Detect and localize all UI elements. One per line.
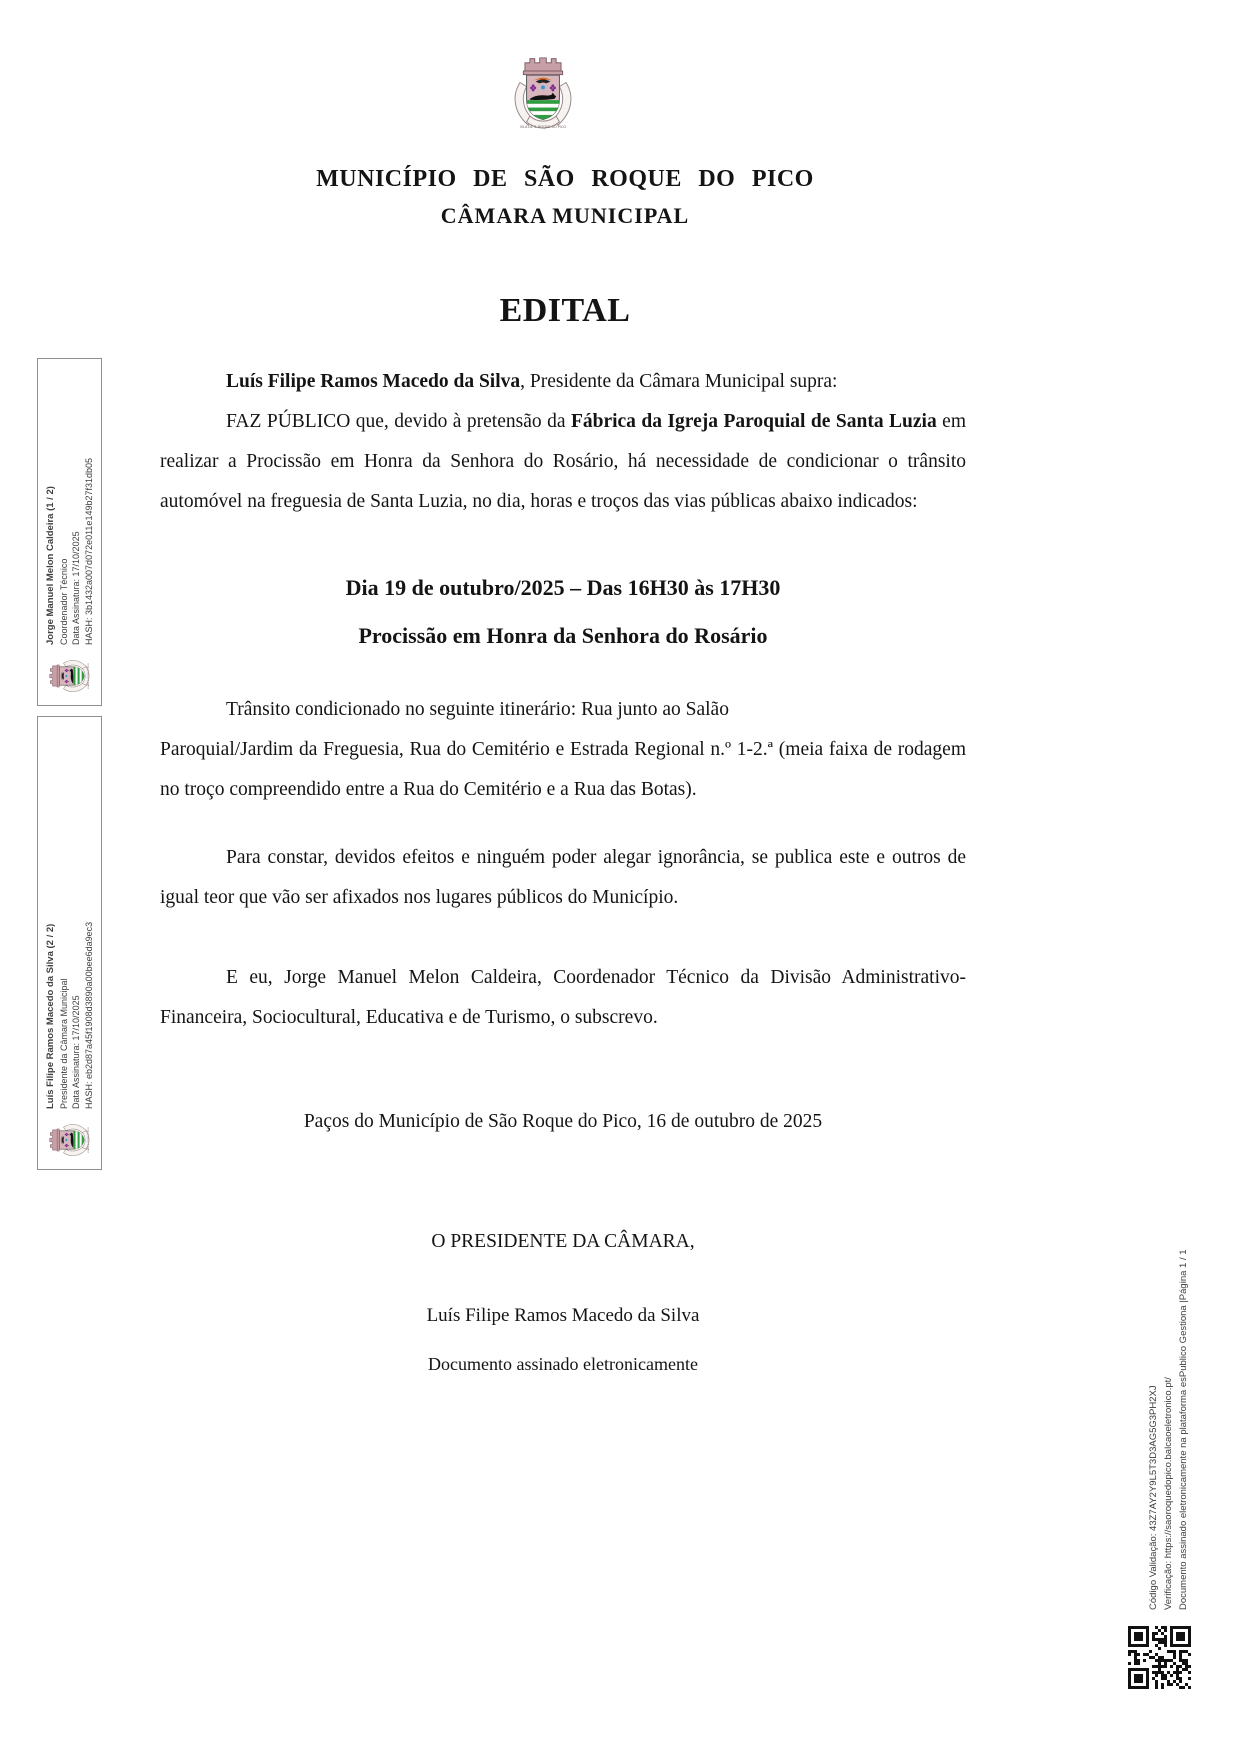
event-name-heading: Procissão em Honra da Senhora do Rosário	[358, 623, 768, 648]
signature-1-crest-icon	[44, 653, 96, 699]
place-date-line: Paços do Município de São Roque do Pico, 16 de outubro de 2025	[303, 1111, 823, 1132]
signature-2-role: Presidente da Câmara Municipal	[58, 978, 69, 1109]
president-label: O PRESIDENTE DA CÂMARA,	[431, 1231, 695, 1252]
validation-footer-content	[1146, 1148, 1200, 1610]
signature-1-hash: HASH: 3b1432a007d072e011e149b27f31db05	[83, 457, 94, 645]
signature-block-1	[37, 358, 102, 706]
signature-block-2	[37, 716, 102, 1170]
signature-2-date: Data Assinatura: 17/10/2025	[71, 995, 81, 1109]
event-date-heading: Dia 19 de outubro/2025 – Das 16H30 às 17H30	[345, 575, 781, 600]
paragraph-subscrevo: E eu, Jorge Manuel Melon Caldeira, Coordenador Técnico da Divisão Administrativo-Financeira, Sociocultural, Educativa e de Turismo, o subscrevo.	[160, 967, 966, 1028]
validation-footer	[1146, 1148, 1200, 1610]
edital-title: EDITAL	[499, 292, 631, 329]
platform-page-line: Documento assinado eletronicamente na plataforma esPublico Gestiona |Página 1 / 1	[1178, 1249, 1189, 1610]
validation-code-line: Código Validação: 43Z7AY2Y9L5T3D3AG5G3PH2XJ	[1148, 1385, 1159, 1610]
qr-code	[1128, 1626, 1191, 1689]
president-name-inline: Luís Filipe Ramos Macedo da Silva	[226, 371, 521, 392]
paragraph-intro	[160, 362, 966, 402]
paragraph-faz-publico-rest: em realizar a Procissão em Honra da Senhora do Rosário, há necessidade de condicionar o trânsito automóvel na freguesia de Santa Luzia, no dia, horas e troços das vias públicas abaixo indicados:	[160, 411, 967, 512]
paragraph-faz-publico-start: FAZ PÚBLICO que, devido à pretensão da	[226, 411, 571, 432]
paragraph-itinerary-rest: Paroquial/Jardim da Freguesia, Rua do Cemitério e Estrada Regional n.º 1-2.ª (meia faixa de rodagem no troço compreendido entre a Rua do Cemitério e a Rua das Botas).	[160, 739, 966, 800]
document-body	[160, 362, 966, 1384]
paragraph-para-constar: Para constar, devidos efeitos e ninguém poder alegar ignorância, se publica este e outros de igual teor que vão ser afixados nos lugares públicos do Município.	[160, 847, 966, 908]
signature-2-text	[44, 922, 95, 1109]
signature-block-1-content	[38, 359, 101, 705]
municipal-coat-of-arms	[499, 48, 587, 140]
paragraph-itinerary-line1: Trânsito condicionado no seguinte itinerário: Rua junto ao Salão	[226, 699, 729, 720]
event-headings	[160, 564, 966, 660]
coat-of-arms-icon	[499, 48, 587, 140]
signature-1-date: Data Assinatura: 17/10/2025	[71, 531, 81, 645]
signature-2-name: Luís Filipe Ramos Macedo da Silva (2 / 2)	[45, 923, 56, 1109]
signature-2-hash: HASH: eb2d87a45f1908d3890a00bee6da9ec3	[83, 921, 94, 1109]
signature-2-crest-icon	[44, 1117, 96, 1163]
paragraph-faz-publico	[160, 402, 966, 522]
paragraph-intro-rest: , Presidente da Câmara Municipal supra:	[520, 371, 838, 392]
fabrica-igreja-bold: Fábrica da Igreja Paroquial de Santa Luzia	[570, 411, 937, 432]
president-signature-name: Luís Filipe Ramos Macedo da Silva	[426, 1305, 700, 1326]
electronically-signed-note: Documento assinado eletronicamente	[428, 1354, 698, 1374]
paragraph-itinerary	[160, 690, 966, 810]
signature-1-text	[44, 458, 95, 645]
verification-url-line: Verificação: https://saoroquedopico.balcaoeletronico.pt/	[1163, 1377, 1174, 1610]
signature-1-role: Coordenador Técnico	[58, 558, 69, 645]
header-municipality: MUNICÍPIO DE SÃO ROQUE DO PICO	[316, 166, 814, 192]
header-department: CÂMARA MUNICIPAL	[440, 203, 690, 228]
signature-block-2-content	[38, 717, 101, 1169]
signature-1-name: Jorge Manuel Melon Caldeira (1 / 2)	[45, 486, 56, 645]
